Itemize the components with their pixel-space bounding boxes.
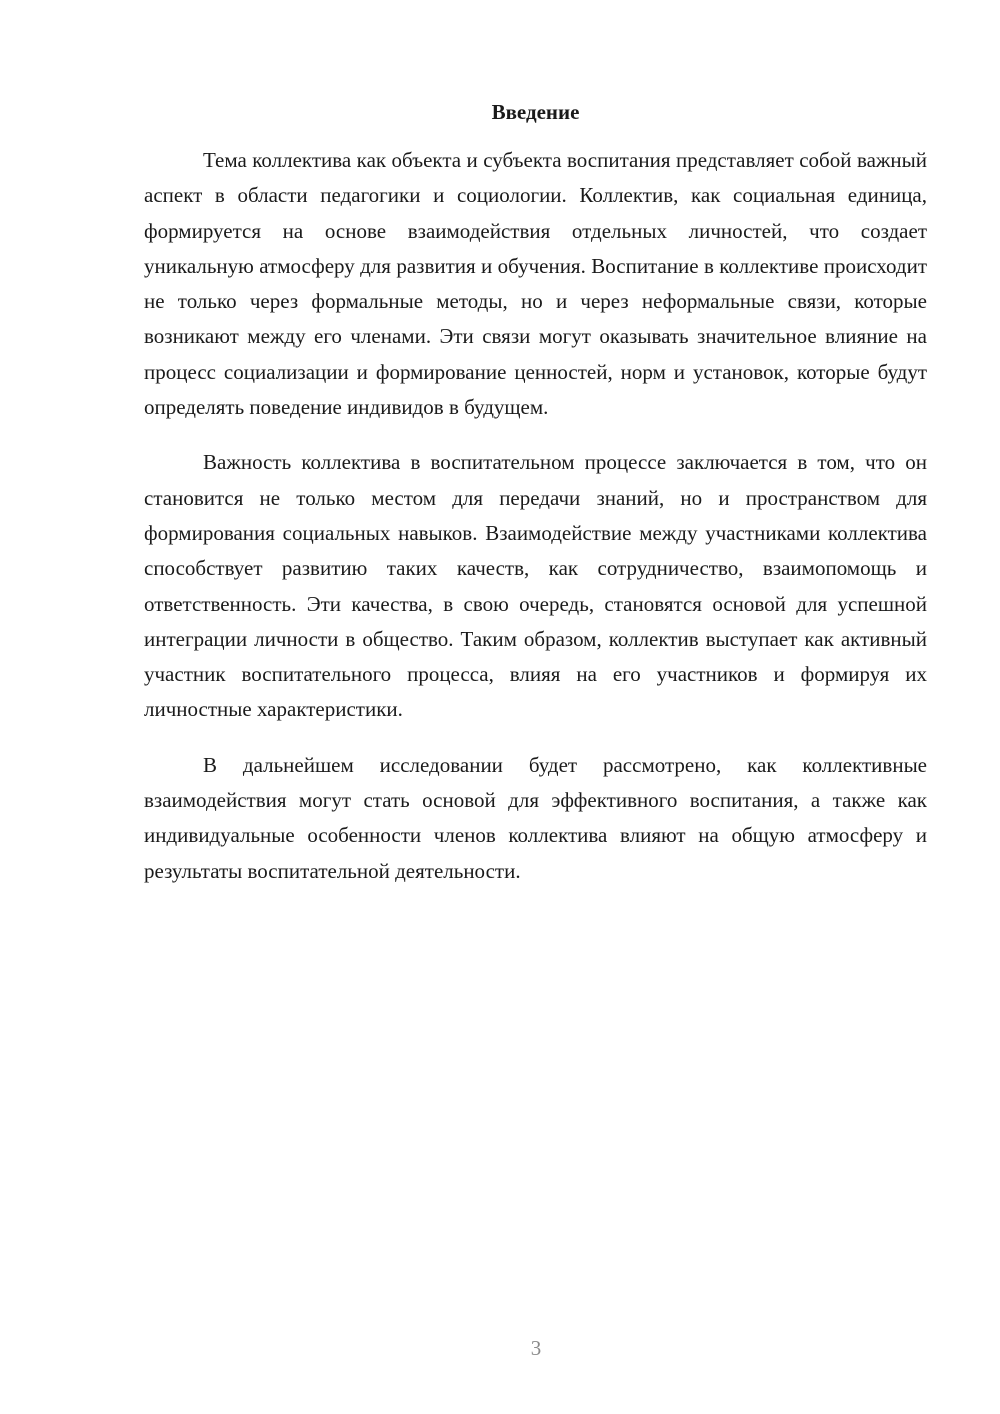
paragraph-3: В дальнейшем исследовании будет рассмотрено, как коллективные взаимодействия могут стать основой для эффективного воспитания, а также как индивидуальные особенности членов коллектива влияют на общую атмосферу и результаты воспитательной деятельности.	[144, 752, 927, 883]
section-heading: Введение	[491, 100, 580, 124]
paragraph-1: Тема коллектива как объекта и субъекта воспитания представляет собой важный аспект в области педагогики и социологии. Коллектив, как социальная единица, формируется на основе взаимодействия отдельных личностей, что создает уникальную атмосферу для развития и обучения. Воспитание в коллективе происходит не только через формальные методы, но и через неформальные связи, которые возникают между его членами. Эти связи могут оказывать значительное влияние на процесс социализации и формирование ценностей, норм и установок, которые будут определять поведение индивидов в будущем.	[144, 148, 927, 420]
paragraph-2: Важность коллектива в воспитательном процессе заключается в том, что он становится не только местом для передачи знаний, но и пространством для формирования социальных навыков. Взаимодействие между участниками коллектива способствует развитию таких качеств, как сотрудничество, взаимопомощь и ответственность. Эти качества, в свою очередь, становятся основой для успешной интеграции личности в общество. Таким образом, коллектив выступает как активный участник воспитательного процесса, влияя на его участников и формируя их личностные характеристики.	[144, 450, 927, 722]
body-text	[144, 143, 927, 909]
page-number: 3	[530, 1336, 542, 1360]
